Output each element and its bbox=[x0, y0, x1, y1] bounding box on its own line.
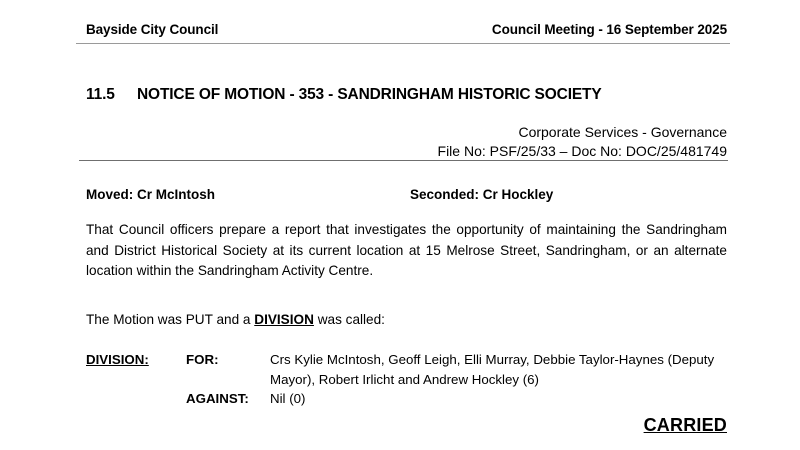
motion-body-text: That Council officers prepare a report that investigates the opportunity of maintaining the Sandringham and District Historical Society at its current location at 15 Melrose Street, Sandringham, or an alternate location within the Sandringham Activity Centre. bbox=[86, 222, 727, 278]
motion-result: CARRIED bbox=[643, 415, 727, 435]
division-label: DIVISION: bbox=[86, 352, 149, 367]
document-header bbox=[86, 22, 727, 37]
division-against-label: AGAINST: bbox=[186, 391, 249, 406]
item-number: 11.5 bbox=[86, 86, 115, 103]
item-heading: NOTICE OF MOTION - 353 - SANDRINGHAM HISTORIC SOCIETY bbox=[137, 86, 602, 103]
division-results bbox=[86, 350, 731, 409]
division-emphasis: DIVISION bbox=[254, 312, 314, 327]
seconded-by-label: Seconded: Cr Hockley bbox=[410, 187, 554, 202]
movers-line bbox=[86, 187, 727, 202]
page-title bbox=[86, 86, 731, 104]
header-meeting-info: Council Meeting - 16 September 2025 bbox=[491, 22, 727, 37]
division-for-names: Crs Kylie McIntosh, Geoff Leigh, Elli Murray, Debbie Taylor-Haynes (Deputy Mayor), Robert Irlicht and Andrew Hockley (6) bbox=[270, 352, 715, 387]
header-council-name: Bayside City Council bbox=[86, 22, 219, 37]
motion-put-suffix: was called: bbox=[313, 312, 385, 327]
file-reference-label: File No: PSF/25/33 – Doc No: DOC/25/481749 bbox=[437, 143, 727, 159]
reference-block bbox=[438, 123, 727, 161]
division-row-against bbox=[86, 389, 731, 409]
motion-put-prefix: The Motion was PUT and a bbox=[86, 312, 255, 327]
header-divider bbox=[76, 43, 730, 44]
division-against-names: Nil (0) bbox=[270, 391, 306, 406]
moved-by-label: Moved: Cr McIntosh bbox=[86, 187, 216, 202]
division-for-label: FOR: bbox=[186, 352, 219, 367]
reference-divider bbox=[79, 160, 728, 161]
department-label: Corporate Services - Governance bbox=[518, 124, 727, 140]
motion-put-line bbox=[86, 312, 385, 327]
division-row-for bbox=[86, 350, 731, 389]
